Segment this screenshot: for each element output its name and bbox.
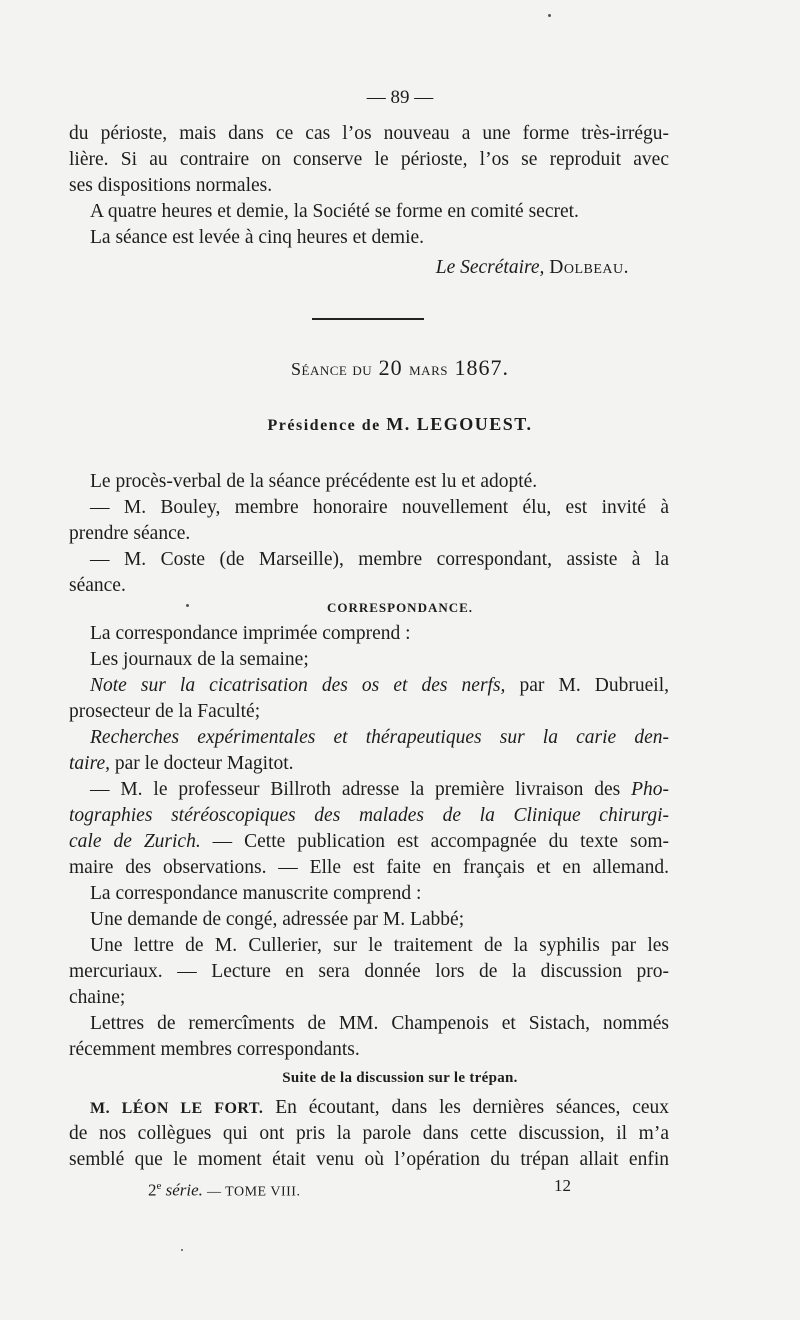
text-line: La correspondance manuscrite comprend :	[90, 883, 422, 904]
signature-role: Le Secrétaire,	[435, 257, 545, 278]
text-line: récemment membres correspondants.	[69, 1039, 360, 1060]
session-day: 20	[378, 355, 403, 380]
tome-label: — TOME VIII.	[202, 1184, 301, 1200]
italic-title: Note sur la cicatrisation des os et des nerfs,	[90, 675, 506, 696]
series-superscript: e	[156, 1180, 162, 1192]
text-line: A quatre heures et demie, la Société se forme en comité secret.	[90, 201, 579, 222]
speaker-name: M. LÉON LE FORT.	[90, 1100, 264, 1117]
text-line: semblé que le moment était venu où l’opération du trépan allait enfin	[69, 1149, 669, 1170]
text-line: La séance est levée à cinq heures et demie.	[90, 227, 425, 248]
session-month: mars	[409, 359, 448, 379]
text-line: tographies stéréoscopiques des malades de la Clinique chirurgi-	[69, 805, 669, 826]
text-line: maire des observations. — Elle est faite en français et en allemand.	[69, 857, 669, 878]
text-line: séance.	[69, 575, 126, 596]
presidence-line	[0, 412, 800, 438]
text-line: mercuriaux. — Lecture en sera donnée lors de la discussion pro-	[69, 961, 669, 982]
text-line	[90, 1096, 669, 1121]
sheet-number: 12	[554, 1176, 571, 1195]
text-line: Une lettre de M. Cullerier, sur le traitement de la syphilis par les	[90, 935, 669, 956]
text-span: par M. Dubrueil,	[505, 675, 669, 696]
scan-speck	[181, 1249, 183, 1251]
text-line: Recherches expérimentales et thérapeutiques sur la carie den-	[90, 727, 669, 748]
text-line: prendre séance.	[69, 523, 191, 544]
session-title	[0, 356, 800, 381]
text-line: du périoste, mais dans ce cas l’os nouveau a une forme très-irrégu-	[69, 123, 669, 144]
discussion-heading: Suite de la discussion sur le trépan.	[282, 1070, 518, 1086]
session-title-prefix: Séance du	[291, 359, 373, 379]
italic-title: Pho-	[631, 779, 669, 800]
scan-speck	[186, 604, 189, 607]
italic-title: cale de Zurich.	[69, 831, 201, 852]
text-span: En écoutant, dans les dernières séances, ceux	[263, 1097, 670, 1118]
text-line: prosecteur de la Faculté;	[69, 701, 261, 722]
presidence-label: Présidence de	[267, 417, 381, 434]
text-line	[90, 778, 669, 802]
correspondance-heading: CORRESPONDANCE.	[326, 600, 474, 615]
text-line: — M. Coste (de Marseille), membre correspondant, assiste à la	[90, 549, 669, 570]
text-line: de nos collègues qui ont pris la parole dans cette discussion, il m’a	[69, 1123, 669, 1144]
section-divider	[312, 318, 424, 320]
text-line	[69, 752, 669, 776]
text-line: Une demande de congé, adressée par M. Labbé;	[90, 909, 465, 930]
series-word: série.	[161, 1180, 203, 1200]
text-line: chaine;	[69, 987, 126, 1008]
text-line: ses dispositions normales.	[69, 175, 273, 196]
text-line	[69, 830, 669, 854]
text-line: Les journaux de la semaine;	[90, 649, 309, 670]
text-span: — M. le professeur Billroth adresse la première livraison des	[90, 779, 632, 800]
italic-title: taire,	[69, 753, 110, 774]
signature	[69, 256, 629, 280]
page-number: — 89 —	[366, 87, 434, 108]
text-line: lière. Si au contraire on conserve le périoste, l’os se reproduit avec	[69, 149, 669, 170]
president-name: M. LEGOUEST.	[386, 414, 533, 434]
series-number: 2	[148, 1180, 157, 1200]
text-line: Lettres de remercîments de MM. Champenois et Sistach, nommés	[90, 1013, 669, 1034]
session-year: 1867.	[454, 355, 509, 380]
text-line	[90, 674, 669, 698]
footer-series	[148, 1174, 388, 1205]
text-line: Le procès-verbal de la séance précédente est lu et adopté.	[90, 471, 538, 492]
signature-name: Dolbeau.	[549, 257, 629, 278]
text-line: La correspondance imprimée comprend :	[90, 623, 411, 644]
text-line: — M. Bouley, membre honoraire nouvellement élu, est invité à	[90, 497, 669, 518]
text-span: par le docteur Magitot.	[109, 753, 294, 774]
scan-speck	[548, 14, 551, 17]
text-span: — Cette publication est accompagnée du texte som-	[200, 831, 669, 852]
